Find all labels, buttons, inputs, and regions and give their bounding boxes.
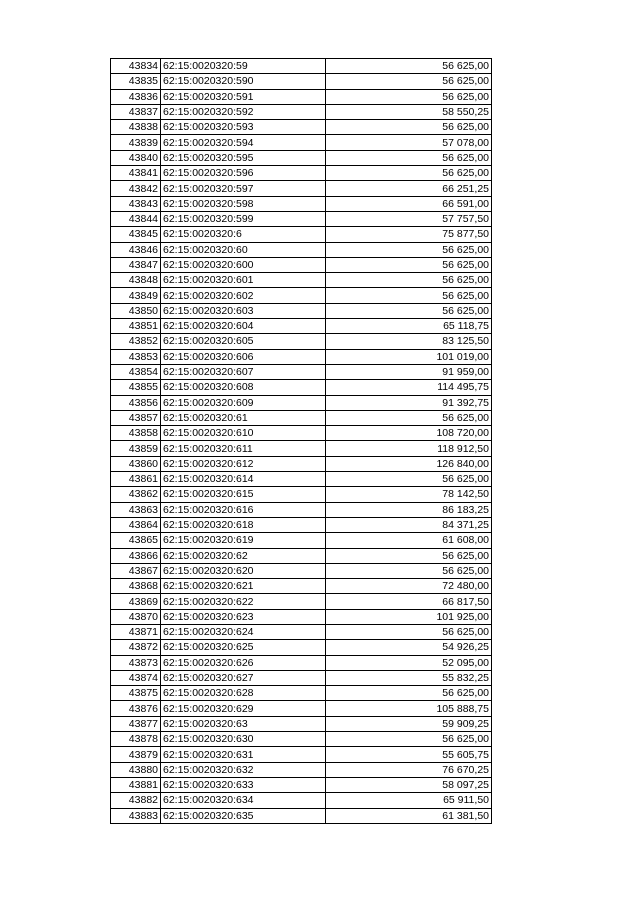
row-number-cell: 43843 — [111, 196, 161, 211]
cadastral-number-cell: 62:15:0020320:593 — [161, 120, 326, 135]
table-row — [111, 701, 492, 716]
table-row — [111, 686, 492, 701]
table-row — [111, 441, 492, 456]
cadastral-value-cell: 86 183,25 — [326, 502, 492, 517]
row-number-cell: 43872 — [111, 640, 161, 655]
table-row — [111, 104, 492, 119]
cadastral-value-cell: 108 720,00 — [326, 426, 492, 441]
cadastral-number-cell: 62:15:0020320:629 — [161, 701, 326, 716]
cadastral-number-cell: 62:15:0020320:605 — [161, 334, 326, 349]
row-number-cell: 43847 — [111, 257, 161, 272]
cadastral-number-cell: 62:15:0020320:621 — [161, 579, 326, 594]
cadastral-value-cell: 66 817,50 — [326, 594, 492, 609]
cadastral-number-cell: 62:15:0020320:598 — [161, 196, 326, 211]
cadastral-number-cell: 62:15:0020320:591 — [161, 89, 326, 104]
table-row — [111, 487, 492, 502]
cadastral-number-cell: 62:15:0020320:634 — [161, 793, 326, 808]
cadastral-value-cell: 55 832,25 — [326, 670, 492, 685]
cadastral-number-cell: 62:15:0020320:59 — [161, 59, 326, 74]
cadastral-number-cell: 62:15:0020320:620 — [161, 563, 326, 578]
table-row — [111, 426, 492, 441]
row-number-cell: 43840 — [111, 150, 161, 165]
table-body — [111, 59, 492, 824]
cadastral-value-cell: 91 959,00 — [326, 364, 492, 379]
cadastral-number-cell: 62:15:0020320:635 — [161, 808, 326, 823]
row-number-cell: 43834 — [111, 59, 161, 74]
row-number-cell: 43874 — [111, 670, 161, 685]
row-number-cell: 43869 — [111, 594, 161, 609]
row-number-cell: 43868 — [111, 579, 161, 594]
cadastral-value-cell: 56 625,00 — [326, 472, 492, 487]
cadastral-value-cell: 59 909,25 — [326, 716, 492, 731]
row-number-cell: 43880 — [111, 762, 161, 777]
cadastral-value-cell: 66 251,25 — [326, 181, 492, 196]
row-number-cell: 43846 — [111, 242, 161, 257]
cadastral-value-cell: 56 625,00 — [326, 732, 492, 747]
table-row — [111, 74, 492, 89]
table-row — [111, 563, 492, 578]
table-row — [111, 609, 492, 624]
row-number-cell: 43861 — [111, 472, 161, 487]
table-row — [111, 150, 492, 165]
table-row — [111, 242, 492, 257]
cadastral-value-cell: 56 625,00 — [326, 303, 492, 318]
cadastral-number-cell: 62:15:0020320:628 — [161, 686, 326, 701]
row-number-cell: 43849 — [111, 288, 161, 303]
table-row — [111, 303, 492, 318]
cadastral-number-cell: 62:15:0020320:6 — [161, 227, 326, 242]
row-number-cell: 43878 — [111, 732, 161, 747]
cadastral-value-cell: 52 095,00 — [326, 655, 492, 670]
row-number-cell: 43835 — [111, 74, 161, 89]
table-row — [111, 808, 492, 823]
table-row — [111, 196, 492, 211]
cadastral-number-cell: 62:15:0020320:614 — [161, 472, 326, 487]
table-row — [111, 716, 492, 731]
cadastral-value-cell: 72 480,00 — [326, 579, 492, 594]
cadastral-value-cell: 56 625,00 — [326, 150, 492, 165]
table-row — [111, 747, 492, 762]
table-row — [111, 211, 492, 226]
table-row — [111, 273, 492, 288]
table-row — [111, 135, 492, 150]
cadastral-value-cell: 57 078,00 — [326, 135, 492, 150]
cadastral-value-cell: 65 911,50 — [326, 793, 492, 808]
cadastral-value-cell: 61 381,50 — [326, 808, 492, 823]
cadastral-number-cell: 62:15:0020320:606 — [161, 349, 326, 364]
table-row — [111, 380, 492, 395]
row-number-cell: 43882 — [111, 793, 161, 808]
cadastral-value-cell: 65 118,75 — [326, 319, 492, 334]
row-number-cell: 43857 — [111, 410, 161, 425]
row-number-cell: 43864 — [111, 517, 161, 532]
cadastral-number-cell: 62:15:0020320:624 — [161, 624, 326, 639]
cadastral-number-cell: 62:15:0020320:60 — [161, 242, 326, 257]
cadastral-value-cell: 56 625,00 — [326, 288, 492, 303]
row-number-cell: 43877 — [111, 716, 161, 731]
row-number-cell: 43883 — [111, 808, 161, 823]
table-row — [111, 548, 492, 563]
cadastral-value-cell: 56 625,00 — [326, 548, 492, 563]
table-row — [111, 579, 492, 594]
cadastral-value-cell: 56 625,00 — [326, 686, 492, 701]
cadastral-value-cell: 55 605,75 — [326, 747, 492, 762]
table-row — [111, 533, 492, 548]
row-number-cell: 43836 — [111, 89, 161, 104]
cadastral-value-cell: 56 625,00 — [326, 257, 492, 272]
row-number-cell: 43854 — [111, 364, 161, 379]
cadastral-value-cell: 75 877,50 — [326, 227, 492, 242]
table-row — [111, 319, 492, 334]
cadastral-value-cell: 56 625,00 — [326, 242, 492, 257]
row-number-cell: 43838 — [111, 120, 161, 135]
row-number-cell: 43845 — [111, 227, 161, 242]
cadastral-value-cell: 83 125,50 — [326, 334, 492, 349]
row-number-cell: 43855 — [111, 380, 161, 395]
cadastral-number-cell: 62:15:0020320:602 — [161, 288, 326, 303]
cadastral-value-cell: 78 142,50 — [326, 487, 492, 502]
table-row — [111, 166, 492, 181]
cadastral-number-cell: 62:15:0020320:603 — [161, 303, 326, 318]
cadastral-number-cell: 62:15:0020320:609 — [161, 395, 326, 410]
row-number-cell: 43873 — [111, 655, 161, 670]
cadastral-value-cell: 56 625,00 — [326, 563, 492, 578]
table-row — [111, 364, 492, 379]
cadastral-number-cell: 62:15:0020320:623 — [161, 609, 326, 624]
cadastral-number-cell: 62:15:0020320:610 — [161, 426, 326, 441]
table-row — [111, 624, 492, 639]
cadastral-value-cell: 58 097,25 — [326, 777, 492, 792]
row-number-cell: 43867 — [111, 563, 161, 578]
cadastral-number-cell: 62:15:0020320:611 — [161, 441, 326, 456]
table-row — [111, 181, 492, 196]
table-row — [111, 793, 492, 808]
cadastral-number-cell: 62:15:0020320:626 — [161, 655, 326, 670]
table-row — [111, 670, 492, 685]
cadastral-number-cell: 62:15:0020320:601 — [161, 273, 326, 288]
row-number-cell: 43851 — [111, 319, 161, 334]
cadastral-value-cell: 56 625,00 — [326, 166, 492, 181]
cadastral-value-cell: 57 757,50 — [326, 211, 492, 226]
table-row — [111, 777, 492, 792]
cadastral-value-cell: 101 925,00 — [326, 609, 492, 624]
table-row — [111, 655, 492, 670]
cadastral-number-cell: 62:15:0020320:592 — [161, 104, 326, 119]
row-number-cell: 43842 — [111, 181, 161, 196]
cadastral-value-cell: 91 392,75 — [326, 395, 492, 410]
table-row — [111, 472, 492, 487]
row-number-cell: 43865 — [111, 533, 161, 548]
cadastral-number-cell: 62:15:0020320:597 — [161, 181, 326, 196]
table-row — [111, 594, 492, 609]
table-row — [111, 334, 492, 349]
table-row — [111, 762, 492, 777]
table-row — [111, 120, 492, 135]
row-number-cell: 43856 — [111, 395, 161, 410]
cadastral-value-cell: 58 550,25 — [326, 104, 492, 119]
cadastral-number-cell: 62:15:0020320:62 — [161, 548, 326, 563]
cadastral-number-cell: 62:15:0020320:594 — [161, 135, 326, 150]
cadastral-number-cell: 62:15:0020320:595 — [161, 150, 326, 165]
cadastral-value-cell: 76 670,25 — [326, 762, 492, 777]
row-number-cell: 43837 — [111, 104, 161, 119]
row-number-cell: 43879 — [111, 747, 161, 762]
cadastral-value-cell: 126 840,00 — [326, 456, 492, 471]
cadastral-number-cell: 62:15:0020320:604 — [161, 319, 326, 334]
cadastral-number-cell: 62:15:0020320:625 — [161, 640, 326, 655]
cadastral-value-cell: 114 495,75 — [326, 380, 492, 395]
table-row — [111, 517, 492, 532]
table-row — [111, 227, 492, 242]
row-number-cell: 43871 — [111, 624, 161, 639]
cadastral-number-cell: 62:15:0020320:608 — [161, 380, 326, 395]
row-number-cell: 43841 — [111, 166, 161, 181]
table-row — [111, 89, 492, 104]
row-number-cell: 43853 — [111, 349, 161, 364]
row-number-cell: 43875 — [111, 686, 161, 701]
row-number-cell: 43848 — [111, 273, 161, 288]
row-number-cell: 43866 — [111, 548, 161, 563]
table-row — [111, 732, 492, 747]
cadastral-number-cell: 62:15:0020320:631 — [161, 747, 326, 762]
row-number-cell: 43858 — [111, 426, 161, 441]
cadastral-value-cell: 56 625,00 — [326, 74, 492, 89]
cadastral-value-cell: 61 608,00 — [326, 533, 492, 548]
cadastral-number-cell: 62:15:0020320:616 — [161, 502, 326, 517]
row-number-cell: 43839 — [111, 135, 161, 150]
cadastral-number-cell: 62:15:0020320:633 — [161, 777, 326, 792]
cadastral-value-cell: 56 625,00 — [326, 120, 492, 135]
cadastral-number-cell: 62:15:0020320:596 — [161, 166, 326, 181]
row-number-cell: 43852 — [111, 334, 161, 349]
cadastral-value-cell: 54 926,25 — [326, 640, 492, 655]
cadastral-number-cell: 62:15:0020320:600 — [161, 257, 326, 272]
table-row — [111, 257, 492, 272]
cadastral-number-cell: 62:15:0020320:612 — [161, 456, 326, 471]
row-number-cell: 43863 — [111, 502, 161, 517]
cadastral-value-table — [110, 58, 492, 824]
row-number-cell: 43850 — [111, 303, 161, 318]
cadastral-value-cell: 56 625,00 — [326, 273, 492, 288]
row-number-cell: 43844 — [111, 211, 161, 226]
table-row — [111, 349, 492, 364]
cadastral-number-cell: 62:15:0020320:590 — [161, 74, 326, 89]
cadastral-number-cell: 62:15:0020320:618 — [161, 517, 326, 532]
table-row — [111, 502, 492, 517]
cadastral-number-cell: 62:15:0020320:632 — [161, 762, 326, 777]
row-number-cell: 43862 — [111, 487, 161, 502]
cadastral-number-cell: 62:15:0020320:607 — [161, 364, 326, 379]
cadastral-number-cell: 62:15:0020320:63 — [161, 716, 326, 731]
row-number-cell: 43860 — [111, 456, 161, 471]
row-number-cell: 43881 — [111, 777, 161, 792]
cadastral-value-cell: 56 625,00 — [326, 624, 492, 639]
cadastral-number-cell: 62:15:0020320:630 — [161, 732, 326, 747]
table-row — [111, 395, 492, 410]
row-number-cell: 43876 — [111, 701, 161, 716]
cadastral-value-cell: 101 019,00 — [326, 349, 492, 364]
row-number-cell: 43859 — [111, 441, 161, 456]
table-row — [111, 59, 492, 74]
cadastral-number-cell: 62:15:0020320:627 — [161, 670, 326, 685]
cadastral-value-cell: 56 625,00 — [326, 59, 492, 74]
cadastral-number-cell: 62:15:0020320:599 — [161, 211, 326, 226]
table-row — [111, 410, 492, 425]
cadastral-value-cell: 84 371,25 — [326, 517, 492, 532]
cadastral-value-cell: 56 625,00 — [326, 89, 492, 104]
cadastral-value-cell: 105 888,75 — [326, 701, 492, 716]
cadastral-number-cell: 62:15:0020320:619 — [161, 533, 326, 548]
cadastral-value-cell: 56 625,00 — [326, 410, 492, 425]
cadastral-number-cell: 62:15:0020320:622 — [161, 594, 326, 609]
cadastral-value-cell: 66 591,00 — [326, 196, 492, 211]
table-row — [111, 640, 492, 655]
table-row — [111, 288, 492, 303]
row-number-cell: 43870 — [111, 609, 161, 624]
cadastral-number-cell: 62:15:0020320:615 — [161, 487, 326, 502]
cadastral-value-cell: 118 912,50 — [326, 441, 492, 456]
table-row — [111, 456, 492, 471]
cadastral-number-cell: 62:15:0020320:61 — [161, 410, 326, 425]
